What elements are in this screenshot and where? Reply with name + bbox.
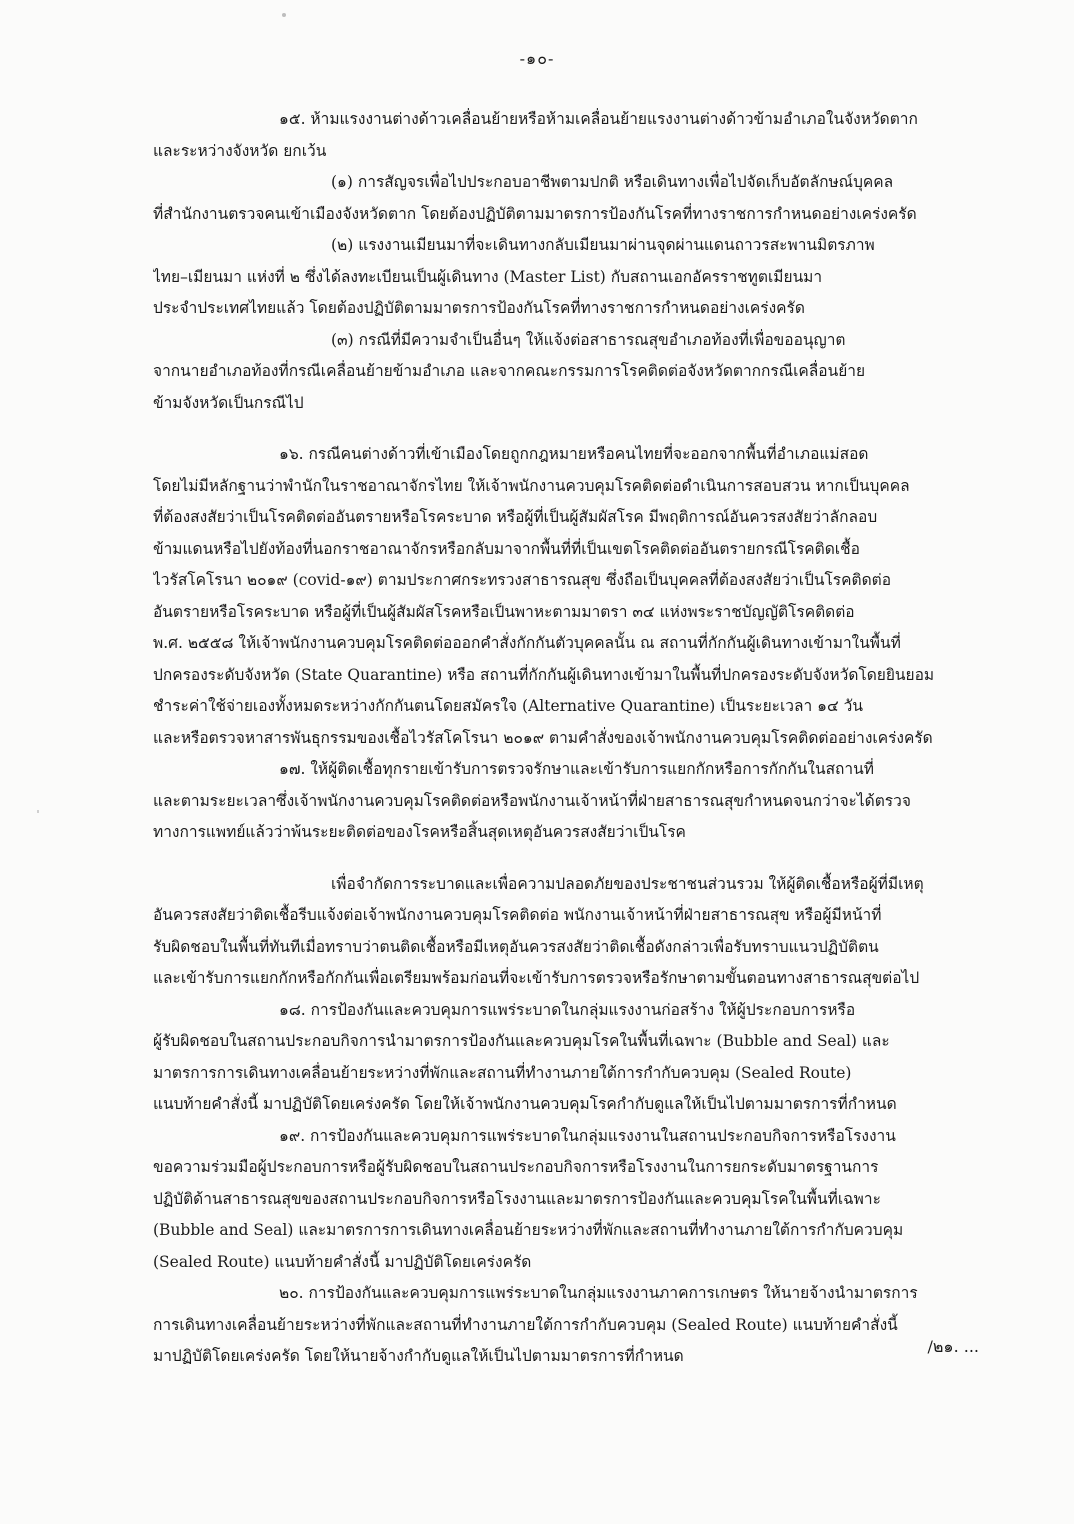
text-line: แนบท้ายคำสั่งนี้ มาปฏิบัติโดยเคร่งครัด โดยให้เจ้าพนักงานควบคุมโรคกำกับดูแลให้เป็นไปตามมาตรการที่กำหนด [153,1095,897,1113]
text-line: จากนายอำเภอท้องที่กรณีเคลื่อนย้ายข้ามอำเภอ และจากคณะกรรมการโรคติดต่อจังหวัดตากกรณีเคลื่อนย้าย [153,362,866,380]
text-line: ๑๗. ให้ผู้ติดเชื้อทุกรายเข้ารับการตรวจรักษาและเข้ารับการแยกกักหรือการกักกันในสถานที่ [279,760,874,778]
text-line: เพื่อจำกัดการระบาดและเพื่อความปลอดภัยของประชาชนส่วนรวม ให้ผู้ติดเชื้อหรือผู้ที่มีเหตุ [331,874,924,893]
text-line: ๒๐. การป้องกันและควบคุมการแพร่ระบาดในกลุ่มแรงงานภาคการเกษตร ให้นายจ้างนำมาตรการ [279,1284,918,1302]
text-line: (๒) แรงงานเมียนมาที่จะเดินทางกลับเมียนมาผ่านจุดผ่านแดนถาวรสะพานมิตรภาพ [331,236,875,254]
text-line: ๑๕. ห้ามแรงงานต่างด้าวเคลื่อนย้ายหรือห้ามเคลื่อนย้ายแรงงานต่างด้าวข้ามอำเภอในจังหวัดตาก [279,110,918,128]
text-line: ๑๖. กรณีคนต่างด้าวที่เข้าเมืองโดยถูกกฎหมายหรือคนไทยที่จะออกจากพื้นที่อำเภอแม่สอด [279,445,869,463]
text-line: (๓) กรณีที่มีความจำเป็นอื่นๆ ให้แจ้งต่อสาธารณสุขอำเภอท้องที่เพื่อขออนุญาต [331,330,846,349]
text-line: ที่ต้องสงสัยว่าเป็นโรคติดต่ออันตรายหรือโรคระบาด หรือผู้ที่เป็นผู้สัมผัสโรค มีพฤติการณ์อันควรสงสัยว่าลักลอบ [153,508,878,526]
document-body [153,104,979,1373]
text-line: (Sealed Route) แนบท้ายคำสั่งนี้ มาปฏิบัติโดยเคร่งครัด [153,1252,532,1271]
text-line: ๑๘. การป้องกันและควบคุมการแพร่ระบาดในกลุ่มแรงงานก่อสร้าง ให้ผู้ประกอบการหรือ [279,1000,856,1019]
text-line: รับผิดชอบในพื้นที่ทันทีเมื่อทราบว่าตนติดเชื้อหรือมีเหตุอันควรสงสัยว่าติดเชื้อดังกล่าวเพื่อรับทราบแนวปฏิบัติตน [153,937,879,956]
text-line: และหรือตรวจหาสารพันธุกรรมของเชื้อไวรัสโคโรนา ๒๐๑๙ ตามคำสั่งของเจ้าพนักงานควบคุมโรคติดต่ออย่างเคร่งครัด [153,728,933,747]
text-line: ทางการแพทย์แล้วว่าพ้นระยะติดต่อของโรคหรือสิ้นสุดเหตุอันควรสงสัยว่าเป็นโรค [153,823,686,841]
text-line: (Bubble and Seal) และมาตรการการเดินทางเคลื่อนย้ายระหว่างที่พักและสถานที่ทำงานภายใต้การกำกับควบคุม [153,1221,904,1239]
text-line: มาปฏิบัติโดยเคร่งครัด โดยให้นายจ้างกำกับดูแลให้เป็นไปตามมาตรการที่กำหนด [153,1347,684,1365]
text-line: ข้ามจังหวัดเป็นกรณีไป [153,393,304,412]
text-line: การเดินทางเคลื่อนย้ายระหว่างที่พักและสถานที่ทำงานภายใต้การกำกับควบคุม (Sealed Route) แนบท้ายคำสั่งนี้ [153,1315,898,1334]
text-line: ข้ามแดนหรือไปยังท้องที่นอกราชอาณาจักรหรือกลับมาจากพื้นที่ที่เป็นเขตโรคติดต่ออันตรายกรณีโรคติดเชื้อ [153,539,860,558]
text-line: ไวรัสโคโรนา ๒๐๑๙ (covid-๑๙) ตามประกาศกระทรวงสาธารณสุข ซึ่งถือเป็นบุคคลที่ต้องสงสัยว่าเป็นโรคติดต่อ [153,571,892,589]
text-line: ที่สำนักงานตรวจคนเข้าเมืองจังหวัดตาก โดยต้องปฏิบัติตามมาตรการป้องกันโรคที่ทางราชการกำหนดอย่างเคร่งครัด [153,204,917,223]
scan-speck [282,13,286,17]
text-line: ปกครองระดับจังหวัด (State Quarantine) หรือ สถานที่กักกันผู้เดินทางเข้ามาในพื้นที่ปกครองระดับจังหวัดโดยยินยอม [153,665,935,684]
text-line: อันควรสงสัยว่าติดเชื้อรีบแจ้งต่อเจ้าพนักงานควบคุมโรคติดต่อ พนักงานเจ้าหน้าที่ฝ่ายสาธารณสุข หรือผู้มีหน้าที่ [153,906,882,924]
page-number: -๑๐- [519,49,555,68]
text-line: และระหว่างจังหวัด ยกเว้น [153,141,327,160]
text-line: ผู้รับผิดชอบในสถานประกอบกิจการนำมาตรการป้องกันและควบคุมโรคในพื้นที่เฉพาะ (Bubble and Seal) และ [153,1032,890,1050]
text-line: ปฏิบัติด้านสาธารณสุขของสถานประกอบกิจการหรือโรงงานและมาตรการป้องกันและควบคุมโรคในพื้นที่เฉพาะ [153,1189,881,1208]
text-line: ๑๙. การป้องกันและควบคุมการแพร่ระบาดในกลุ่มแรงงานในสถานประกอบกิจการหรือโรงงาน [279,1126,896,1145]
text-line: มาตรการการเดินทางเคลื่อนย้ายระหว่างที่พักและสถานที่ทำงานภายใต้การกำกับควบคุม (Sealed Route) [153,1063,852,1082]
text-line: และตามระยะเวลาซึ่งเจ้าพนักงานควบคุมโรคติดต่อหรือพนักงานเจ้าหน้าที่ฝ่ายสาธารณสุขกำหนดจนกว่าจะได้ตรวจ [153,791,911,810]
text-line: โดยไม่มีหลักฐานว่าพำนักในราชอาณาจักรไทย ให้เจ้าพนักงานควบคุมโรคติดต่อดำเนินการสอบสวน หากเป็นบุคคล [153,476,910,495]
text-line: ประจำประเทศไทยแล้ว โดยต้องปฏิบัติตามมาตรการป้องกันโรคที่ทางราชการกำหนดอย่างเคร่งครัด [153,299,805,317]
text-line: (๑) การสัญจรเพื่อไปประกอบอาชีพตามปกติ หรือเดินทางเพื่อไปจัดเก็บอัตลักษณ์บุคคล [331,173,894,191]
text-line: ไทย–เมียนมา แห่งที่ ๒ ซึ่งได้ลงทะเบียนเป็นผู้เดินทาง (Master List) กับสถานเอกอัครราชทูตเมียนมา [153,267,823,286]
text-line: ชำระค่าใช้จ่ายเองทั้งหมดระหว่างกักกันตนโดยสมัครใจ (Alternative Quarantine) เป็นระยะเวลา ๑๔ วัน [153,697,863,715]
continuation-marker: /๒๑. ... [927,1337,979,1356]
text-line: และเข้ารับการแยกกักหรือกักกันเพื่อเตรียมพร้อมก่อนที่จะเข้ารับการตรวจหรือรักษาตามขั้นตอนทางสาธารณสุขต่อไป [153,969,920,987]
text-line: อันตรายหรือโรคระบาด หรือผู้ที่เป็นผู้สัมผัสโรคหรือเป็นพาหะตามมาตรา ๓๔ แห่งพระราชบัญญัติโรคติดต่อ [153,602,855,621]
text-line: ขอความร่วมมือผู้ประกอบการหรือผู้รับผิดชอบในสถานประกอบกิจการหรือโรงงานในการยกระดับมาตรฐานการ [153,1158,879,1176]
scan-speck [37,810,39,813]
text-line: พ.ศ. ๒๕๕๘ ให้เจ้าพนักงานควบคุมโรคติดต่อออกคำสั่งกักกันตัวบุคคลนั้น ณ สถานที่กักกันผู้เดินทางเข้ามาในพื้นที่ [153,634,901,652]
